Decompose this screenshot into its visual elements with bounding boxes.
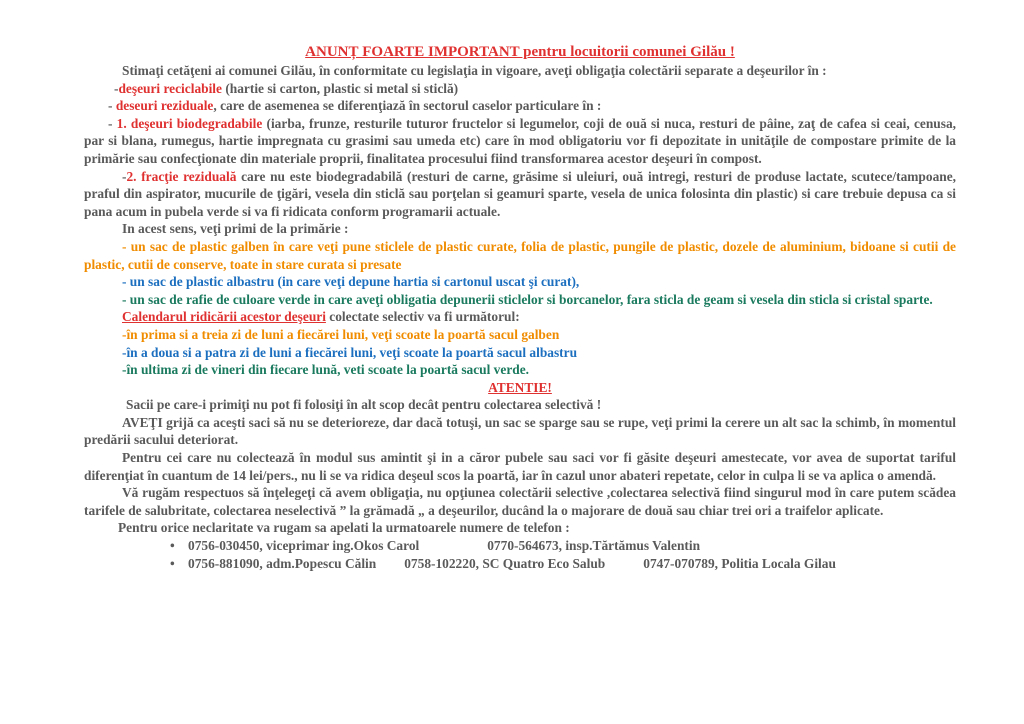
recyclable-label: deşeuri reciclabile bbox=[118, 80, 222, 96]
paragraph-bags-care: AVEŢI grijă ca aceşti saci să nu se deterioreze, dar dacă totuşi, un sac se sparge sau se rupe, veţi primi la cerere un alt sac la schimb, în momentul predării sacului deteriorat. bbox=[84, 414, 956, 448]
contact-phone: 0756-881090, adm.Popescu Călin bbox=[188, 555, 377, 571]
contact-phone: 0758-102220, SC Quatro Eco Salub bbox=[404, 555, 606, 571]
announcement bbox=[84, 42, 956, 572]
contact-phone: 0756-030450, viceprimar ing.Okos Carol bbox=[188, 538, 420, 554]
schedule-yellow: -în prima si a treia zi de luni a fiecărei luni, veţi scoate la poartă sacul galben bbox=[122, 326, 560, 342]
contact-row bbox=[188, 537, 956, 555]
fraction-paragraph: -2. fracţie reziduală care nu este biodegradabilă (resturi de carne, grăsime si uleiuri, ouă intregi, resturi de produse lactate, scutece/tampoane, praful din aspirator, mucurile de ţigări, vesela din sticlă sau porţelan si geamuri sparte, vesela de unica folosinta din plastic) si care trebuie depusa ca si pana acum in pubela verde si va fi ridicata conform programarii actuale. bbox=[84, 168, 956, 219]
contact-phone: 0747-070789, Politia Locala Gilau bbox=[643, 555, 836, 571]
contact-list bbox=[84, 537, 956, 572]
contact-phone: 0770-564673, insp.Tărtămus Valentin bbox=[487, 538, 701, 554]
fraction-label: 2. fracţie reziduală bbox=[126, 168, 237, 184]
contact-row bbox=[188, 555, 956, 573]
green-bag-item: - un sac de rafie de culoare verde in care aveţi obligatia depunerii sticlelor si borcanelor, fara sticla de geam si vesela din sticla si cristal sparte. bbox=[122, 291, 933, 307]
paragraph-bags-use: Sacii pe care-i primiţi nu pot fi folosiţi în alt scop decât pentru colectarea selectivă ! bbox=[126, 397, 602, 413]
schedule-blue: -în a doua si a patra zi de luni a fiecărei luni, veţi scoate la poartă sacul albastru bbox=[122, 344, 578, 360]
recyclable-line: -deşeuri reciclabile (hartie si carton, plastic si metal si sticlă) bbox=[114, 80, 459, 96]
bio-paragraph: - 1. deşeuri biodegradabile (iarba, frunze, resturile tuturor fructelor si legumelor, coji de ouă si nuca, resturi de pâine, zaţ de cafea si ceai, cenusa, par si blana, rumegus, hartie impregnata cu grasimi sau umeda etc) care în mod obligatoriu vor fi depozitate in unităţile de compostare primite de la primărie sau confecţionate din materiale proprii, finalitatea procesului fiind transformarea acestor deşeuri în compost. bbox=[84, 115, 956, 166]
calendar-line: Calendarul ridicării acestor deşeuri colectate selectiv va fi următorul: bbox=[122, 309, 520, 325]
residual-label: deseuri reziduale bbox=[115, 98, 214, 114]
yellow-bag-item: - un sac de plastic galben în care veţi pune sticlele de plastic curate, folia de plastic, pungile de plastic, dozele de aluminium, bidoane si cutii de plastic, cutii de conserve, toate in stare curata si presate bbox=[84, 238, 956, 272]
receive-line: In acest sens, veţi primi de la primărie : bbox=[122, 221, 349, 237]
residual-line: - deseuri reziduale, care de asemenea se diferenţiază în sectorul caselor particulare în : bbox=[108, 98, 602, 114]
intro-paragraph: Stimaţi cetăţeni ai comunei Gilău, în conformitate cu legislaţia in vigoare, aveţi obligaţia colectării separate a deşeurilor în : bbox=[122, 63, 827, 78]
page-title: ANUNȚ FOARTE IMPORTANT pentru locuitorii comunei Gilău ! bbox=[305, 44, 735, 60]
blue-bag-item: - un sac de plastic albastru (in care veţi depune hartia si cartonul uscat şi curat), bbox=[122, 274, 580, 290]
bio-label: 1. deşeuri biodegradabile bbox=[116, 115, 263, 131]
calendar-label: Calendarul ridicării acestor deşeuri bbox=[122, 309, 326, 325]
paragraph-contact-intro: Pentru orice neclaritate va rugam sa apelati la urmatoarele numere de telefon : bbox=[118, 520, 570, 536]
paragraph-obligation: Vă rugăm respectuos să înţelegeţi că avem obligaţia, nu opţiunea colectării selective ,colectarea selectivă fiind singurul mod în care putem scădea tarifele de salubritate, colectarea neselectivă ” la grămadă „ a deşeurilor, ducând la o majorare de două sau chiar trei ori a traifelor aplicate. bbox=[84, 485, 956, 518]
attention-heading: ATENTIE! bbox=[488, 379, 552, 395]
paragraph-penalty: Pentru cei care nu colectează în modul sus amintit şi in a căror pubele sau saci vor fi găsite deşeuri amestecate, vor avea de suportat tariful diferenţiat în cuantum de 14 lei/pers., nu li se va ridica deşeul scos la poartă, iar în cazul unor abateri repetate, celor in culpa li se va aplica o amendă. bbox=[84, 450, 956, 483]
schedule-green: -în ultima zi de vineri din fiecare lună, veti scoate la poartă sacul verde. bbox=[122, 362, 530, 378]
